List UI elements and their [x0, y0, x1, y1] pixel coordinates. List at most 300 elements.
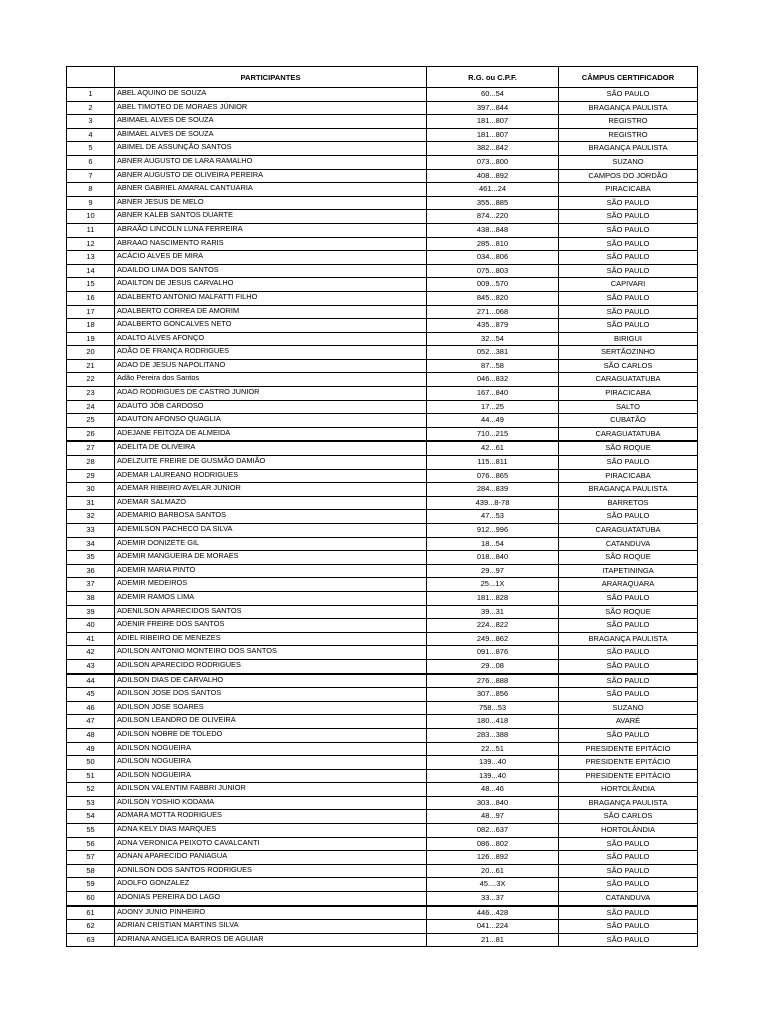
participant-id: 249...862 [427, 632, 559, 646]
participant-name: ABEL TIMOTEO DE MORAES JÚNIOR [115, 101, 427, 115]
row-number: 49 [67, 742, 115, 756]
row-number: 9 [67, 196, 115, 210]
participant-campus: SÃO PAULO [559, 305, 698, 319]
participant-name: ABIMEL DE ASSUNÇÃO SANTOS [115, 142, 427, 156]
participant-name: ADALBERTO GONCALVES NETO [115, 319, 427, 333]
row-number: 3 [67, 115, 115, 129]
participant-campus: SÃO PAULO [559, 878, 698, 892]
table-row [67, 88, 698, 102]
table-row [67, 796, 698, 810]
participant-id: 091...876 [427, 646, 559, 660]
participant-campus: SÃO PAULO [559, 237, 698, 251]
participant-name: ADILSON YOSHIO KODAMA [115, 796, 427, 810]
participant-campus: PRESIDENTE EPITÁCIO [559, 742, 698, 756]
participant-name: ABNER KALEB SANTOS DUARTE [115, 210, 427, 224]
table-row [67, 414, 698, 428]
participant-name: ABEL AQUINO DE SOUZA [115, 88, 427, 102]
table-row [67, 456, 698, 470]
row-number: 21 [67, 359, 115, 373]
participant-id: 355...885 [427, 196, 559, 210]
table-row [67, 278, 698, 292]
row-number: 53 [67, 796, 115, 810]
participant-id: 284...839 [427, 483, 559, 497]
table-row [67, 837, 698, 851]
participant-campus: SALTO [559, 400, 698, 414]
participant-campus: SÃO ROQUE [559, 605, 698, 619]
participant-id: 181...807 [427, 115, 559, 129]
row-number: 43 [67, 659, 115, 673]
participant-id: 115...811 [427, 456, 559, 470]
participant-name: ABNER AUGUSTO DE OLIVEIRA PEREIRA [115, 169, 427, 183]
row-number: 56 [67, 837, 115, 851]
participant-campus: REGISTRO [559, 115, 698, 129]
participant-campus: PRESIDENTE EPITÁCIO [559, 769, 698, 783]
table-row [67, 128, 698, 142]
table-row [67, 223, 698, 237]
participant-id: 48...97 [427, 810, 559, 824]
row-number: 42 [67, 646, 115, 660]
participant-name: ADEMIR DONIZETE GIL [115, 537, 427, 551]
row-number: 24 [67, 400, 115, 414]
participant-campus: CARAGUATATUBA [559, 373, 698, 387]
header-id: R.G. ou C.P.F. [427, 67, 559, 88]
table-row [67, 851, 698, 865]
participant-id: 758...53 [427, 701, 559, 715]
row-number: 30 [67, 483, 115, 497]
table-row [67, 933, 698, 947]
row-number: 51 [67, 769, 115, 783]
row-number: 34 [67, 537, 115, 551]
participant-campus: SÃO PAULO [559, 251, 698, 265]
table-row [67, 196, 698, 210]
table-row [67, 469, 698, 483]
table-row [67, 906, 698, 920]
participant-id: 139...40 [427, 756, 559, 770]
row-number: 32 [67, 510, 115, 524]
participant-name: ADNA VERONICA PEIXOTO CAVALCANTI [115, 837, 427, 851]
participant-campus: SÃO PAULO [559, 223, 698, 237]
participant-campus: SÃO PAULO [559, 728, 698, 742]
participant-id: 32...54 [427, 332, 559, 346]
participant-campus: SÃO PAULO [559, 319, 698, 333]
participant-name: ADEMAR SALMAZO [115, 496, 427, 510]
table-row [67, 715, 698, 729]
participant-campus: BIRIGUI [559, 332, 698, 346]
participant-campus: PIRACICABA [559, 469, 698, 483]
participant-id: 21...81 [427, 933, 559, 947]
row-number: 39 [67, 605, 115, 619]
participant-campus: SÃO PAULO [559, 864, 698, 878]
participant-campus: SÃO PAULO [559, 264, 698, 278]
row-number: 37 [67, 578, 115, 592]
participant-id: 086...802 [427, 837, 559, 851]
row-number: 26 [67, 427, 115, 441]
table-row [67, 346, 698, 360]
table-row [67, 427, 698, 441]
participant-name: ADEMIR MARIA PINTO [115, 564, 427, 578]
row-number: 13 [67, 251, 115, 265]
participant-campus: CAMPOS DO JORDÃO [559, 169, 698, 183]
participant-name: ADEMILSON PACHECO DA SILVA [115, 524, 427, 538]
participant-name: ADMARA MOTTA RODRIGUES [115, 810, 427, 824]
participant-name: ADONY JUNIO PINHEIRO [115, 906, 427, 920]
row-number: 50 [67, 756, 115, 770]
participant-name: ADAUTON AFONSO QUAGLIA [115, 414, 427, 428]
participant-campus: BRAGANÇA PAULISTA [559, 483, 698, 497]
participant-id: 180...418 [427, 715, 559, 729]
participant-id: 126...892 [427, 851, 559, 865]
participant-name: ADEMAR LAUREANO RODRIGUES [115, 469, 427, 483]
participant-campus: BRAGANÇA PAULISTA [559, 101, 698, 115]
row-number: 6 [67, 155, 115, 169]
participant-id: 912...996 [427, 524, 559, 538]
row-number: 54 [67, 810, 115, 824]
participant-id: 181...828 [427, 591, 559, 605]
participant-name: ADAUTO JÓB CARDOSO [115, 400, 427, 414]
table-row [67, 578, 698, 592]
participant-campus: REGISTRO [559, 128, 698, 142]
table-row [67, 920, 698, 934]
participant-campus: CATANDUVA [559, 892, 698, 906]
table-row [67, 646, 698, 660]
participant-name: ADILSON NOGUEIRA [115, 742, 427, 756]
table-row [67, 674, 698, 688]
table-row [67, 524, 698, 538]
row-number: 33 [67, 524, 115, 538]
table-row [67, 878, 698, 892]
participant-id: 285...810 [427, 237, 559, 251]
participant-name: ADELZUITE FREIRE DE GUSMÃO DAMIÃO [115, 456, 427, 470]
participant-name: ADEMARIO BARBOSA SANTOS [115, 510, 427, 524]
header-row [67, 67, 698, 88]
header-participants: PARTICIPANTES [115, 67, 427, 88]
participant-campus: HORTOLÂNDIA [559, 783, 698, 797]
participant-id: 33...37 [427, 892, 559, 906]
table-row [67, 619, 698, 633]
participant-id: 052...381 [427, 346, 559, 360]
participant-name: ABRAÃO LINCOLN LUNA FERREIRA [115, 223, 427, 237]
table-row [67, 115, 698, 129]
participant-campus: SÃO ROQUE [559, 441, 698, 455]
participant-id: 408...892 [427, 169, 559, 183]
participant-id: 20...61 [427, 864, 559, 878]
participant-name: ABNER JESUS DE MELO [115, 196, 427, 210]
participant-campus: SÃO PAULO [559, 88, 698, 102]
participant-name: ADIEL RIBEIRO DE MENEZES [115, 632, 427, 646]
participant-id: 167...840 [427, 387, 559, 401]
participant-campus: SUZANO [559, 155, 698, 169]
row-number: 20 [67, 346, 115, 360]
participant-id: 224...822 [427, 619, 559, 633]
participant-campus: SÃO PAULO [559, 591, 698, 605]
table-row [67, 291, 698, 305]
participant-name: ADILSON JOSE SOARES [115, 701, 427, 715]
row-number: 23 [67, 387, 115, 401]
row-number: 36 [67, 564, 115, 578]
participant-id: 076...865 [427, 469, 559, 483]
participant-id: 082...637 [427, 824, 559, 838]
participant-name: ADEMIR MEDEIROS [115, 578, 427, 592]
table-row [67, 510, 698, 524]
participant-id: 181...807 [427, 128, 559, 142]
participant-name: ABIMAEL ALVES DE SOUZA [115, 115, 427, 129]
participant-name: ADELITA DE OLIVEIRA [115, 441, 427, 455]
table-row [67, 591, 698, 605]
table-row [67, 441, 698, 455]
row-number: 61 [67, 906, 115, 920]
row-number: 15 [67, 278, 115, 292]
header-campus: CÂMPUS CERTIFICADOR [559, 67, 698, 88]
table-row [67, 551, 698, 565]
participant-id: 29...08 [427, 659, 559, 673]
participant-name: ADRIANA ANGELICA BARROS DE AGUIAR [115, 933, 427, 947]
participant-name: ACÁCIO ALVES DE MIRA [115, 251, 427, 265]
participant-id: 87...58 [427, 359, 559, 373]
participant-name: ABIMAEL ALVES DE SOUZA [115, 128, 427, 142]
table-row [67, 101, 698, 115]
participant-campus: SÃO PAULO [559, 688, 698, 702]
row-number: 7 [67, 169, 115, 183]
participant-name: ABRAAO NASCIMENTO RARIS [115, 237, 427, 251]
row-number: 10 [67, 210, 115, 224]
participant-id: 60...54 [427, 88, 559, 102]
table-row [67, 769, 698, 783]
participant-id: 075...803 [427, 264, 559, 278]
participant-campus: SÃO ROQUE [559, 551, 698, 565]
participant-id: 034...806 [427, 251, 559, 265]
participant-name: ADILSON NOBRE DE TOLEDO [115, 728, 427, 742]
participant-id: 39...31 [427, 605, 559, 619]
participant-name: ADENIR FREIRE DOS SANTOS [115, 619, 427, 633]
participant-name: ADILSON ANTONIO MONTEIRO DOS SANTOS [115, 646, 427, 660]
table-row [67, 728, 698, 742]
participant-id: 18...54 [427, 537, 559, 551]
table-row [67, 537, 698, 551]
participant-campus: SÃO PAULO [559, 659, 698, 673]
table-row [67, 688, 698, 702]
row-number: 59 [67, 878, 115, 892]
table-row [67, 319, 698, 333]
participant-id: 25...1X [427, 578, 559, 592]
table-row [67, 251, 698, 265]
participant-id: 439...8-78 [427, 496, 559, 510]
row-number: 44 [67, 674, 115, 688]
participant-campus: SÃO PAULO [559, 210, 698, 224]
participant-id: 397...844 [427, 101, 559, 115]
participant-name: ADÃO DE FRANÇA RODRIGUES [115, 346, 427, 360]
participant-id: 018...840 [427, 551, 559, 565]
participant-campus: HORTOLÂNDIA [559, 824, 698, 838]
participant-campus: SÃO CARLOS [559, 359, 698, 373]
table-row [67, 605, 698, 619]
participant-campus: AVARÉ [559, 715, 698, 729]
table-row [67, 169, 698, 183]
participant-name: ADEJANE FEITOZA DE ALMEIDA [115, 427, 427, 441]
participant-campus: SÃO PAULO [559, 619, 698, 633]
header-number [67, 67, 115, 88]
row-number: 46 [67, 701, 115, 715]
row-number: 27 [67, 441, 115, 455]
table-row [67, 659, 698, 673]
participant-campus: PIRACICABA [559, 183, 698, 197]
participant-campus: SÃO PAULO [559, 646, 698, 660]
participant-name: ADILSON APARECIDO RODRIGUES [115, 659, 427, 673]
row-number: 29 [67, 469, 115, 483]
participant-id: 438...848 [427, 223, 559, 237]
participant-campus: CUBATÃO [559, 414, 698, 428]
row-number: 55 [67, 824, 115, 838]
participant-name: ADAO DE JESUS NAPOLITANO [115, 359, 427, 373]
row-number: 63 [67, 933, 115, 947]
table-row [67, 142, 698, 156]
participant-id: 009...570 [427, 278, 559, 292]
participant-campus: SÃO PAULO [559, 291, 698, 305]
table-body [67, 88, 698, 947]
table-header [67, 67, 698, 88]
table-row [67, 496, 698, 510]
row-number: 16 [67, 291, 115, 305]
participant-name: ADAO RODRIGUES DE CASTRO JUNIOR [115, 387, 427, 401]
row-number: 8 [67, 183, 115, 197]
participant-campus: BRAGANÇA PAULISTA [559, 796, 698, 810]
participant-campus: CAPIVARI [559, 278, 698, 292]
table-row [67, 210, 698, 224]
participant-id: 17...25 [427, 400, 559, 414]
row-number: 40 [67, 619, 115, 633]
participant-name: ABNER GABRIEL AMARAL CANTUARIA [115, 183, 427, 197]
participant-name: ADENILSON APARECIDOS SANTOS [115, 605, 427, 619]
participant-id: 874...220 [427, 210, 559, 224]
participant-name: ADNAN APARECIDO PANIAGUA [115, 851, 427, 865]
row-number: 41 [67, 632, 115, 646]
participant-id: 382...842 [427, 142, 559, 156]
participant-name: ADALBERTO CORREA DE AMORIM [115, 305, 427, 319]
participant-id: 303...840 [427, 796, 559, 810]
participants-document [66, 66, 697, 947]
participant-name: ABNER AUGUSTO DE LARA RAMALHO [115, 155, 427, 169]
row-number: 62 [67, 920, 115, 934]
participant-id: 845...820 [427, 291, 559, 305]
participant-name: Adão Pereira dos Santos [115, 373, 427, 387]
participant-name: ADEMIR MANGUEIRA DE MORAES [115, 551, 427, 565]
row-number: 19 [67, 332, 115, 346]
participant-id: 073...800 [427, 155, 559, 169]
table-row [67, 183, 698, 197]
row-number: 12 [67, 237, 115, 251]
participant-id: 446...428 [427, 906, 559, 920]
row-number: 35 [67, 551, 115, 565]
table-row [67, 810, 698, 824]
participant-id: 710...215 [427, 427, 559, 441]
participant-name: ADNILSON DOS SANTOS RODRIGUES [115, 864, 427, 878]
row-number: 47 [67, 715, 115, 729]
row-number: 60 [67, 892, 115, 906]
row-number: 31 [67, 496, 115, 510]
table-row [67, 373, 698, 387]
participant-campus: PRESIDENTE EPITÁCIO [559, 756, 698, 770]
participant-id: 461...24 [427, 183, 559, 197]
table-row [67, 632, 698, 646]
table-row [67, 332, 698, 346]
participant-id: 45....3X [427, 878, 559, 892]
table-row [67, 892, 698, 906]
participant-campus: SÃO PAULO [559, 196, 698, 210]
row-number: 57 [67, 851, 115, 865]
participant-id: 22...51 [427, 742, 559, 756]
participant-campus: CARAGUATATUBA [559, 427, 698, 441]
participant-campus: SÃO PAULO [559, 510, 698, 524]
participant-campus: BRAGANÇA PAULISTA [559, 632, 698, 646]
participant-id: 271...068 [427, 305, 559, 319]
participant-campus: SÃO PAULO [559, 851, 698, 865]
table-row [67, 742, 698, 756]
participant-id: 47...53 [427, 510, 559, 524]
row-number: 11 [67, 223, 115, 237]
participant-campus: CARAGUATATUBA [559, 524, 698, 538]
row-number: 28 [67, 456, 115, 470]
table-row [67, 400, 698, 414]
table-row [67, 864, 698, 878]
participant-name: ADAILDO LIMA DOS SANTOS [115, 264, 427, 278]
participant-campus: BARRETOS [559, 496, 698, 510]
participant-id: 041...224 [427, 920, 559, 934]
participant-name: ADILSON LEANDRO DE OLIVEIRA [115, 715, 427, 729]
table-row [67, 756, 698, 770]
table-row [67, 564, 698, 578]
row-number: 18 [67, 319, 115, 333]
row-number: 38 [67, 591, 115, 605]
participant-id: 435...879 [427, 319, 559, 333]
row-number: 58 [67, 864, 115, 878]
participant-campus: SÃO PAULO [559, 920, 698, 934]
participant-campus: SUZANO [559, 701, 698, 715]
participant-campus: SERTÃOZINHO [559, 346, 698, 360]
table-row [67, 264, 698, 278]
participant-name: ADNA KELY DIAS MARQUES [115, 824, 427, 838]
row-number: 2 [67, 101, 115, 115]
participant-name: ADILSON NOGUEIRA [115, 756, 427, 770]
table-row [67, 387, 698, 401]
participant-name: ADALTO ALVES AFONÇO [115, 332, 427, 346]
participant-campus: SÃO PAULO [559, 933, 698, 947]
participant-name: ADONIAS PEREIRA DO LAGO [115, 892, 427, 906]
participants-table [66, 66, 698, 947]
table-row [67, 824, 698, 838]
participant-campus: CATANDUVA [559, 537, 698, 551]
table-row [67, 305, 698, 319]
table-row [67, 783, 698, 797]
participant-name: ADRIAN CRISTIAN MARTINS SILVA [115, 920, 427, 934]
participant-name: ADILSON NOGUEIRA [115, 769, 427, 783]
participant-id: 307...856 [427, 688, 559, 702]
participant-name: ADEMAR RIBEIRO AVELAR JUNIOR [115, 483, 427, 497]
row-number: 17 [67, 305, 115, 319]
participant-id: 283...388 [427, 728, 559, 742]
row-number: 5 [67, 142, 115, 156]
participant-id: 276...888 [427, 674, 559, 688]
participant-name: ADOLFO GONZALEZ [115, 878, 427, 892]
row-number: 52 [67, 783, 115, 797]
participant-id: 046...832 [427, 373, 559, 387]
participant-id: 44...49 [427, 414, 559, 428]
table-row [67, 701, 698, 715]
participant-campus: BRAGANÇA PAULISTA [559, 142, 698, 156]
participant-id: 42...61 [427, 441, 559, 455]
participant-id: 29...97 [427, 564, 559, 578]
row-number: 22 [67, 373, 115, 387]
row-number: 45 [67, 688, 115, 702]
row-number: 48 [67, 728, 115, 742]
